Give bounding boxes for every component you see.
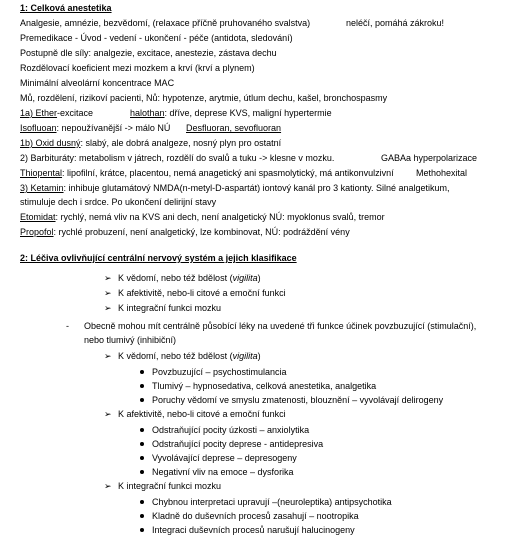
term-etomidat: Etomidat — [20, 212, 56, 222]
line-propofol — [20, 226, 350, 238]
line-postupne: Postupně dle síly: analgezie, excitace, anestezie, zástava dechu — [20, 48, 277, 58]
line-stimuluje: stimuluje dech i srdce. Po ukončení delirijní stavy — [20, 197, 217, 207]
text-ketamin: : inhibuje glutamátový NMDA(n-metyl-D-aspartát) iontový kanál pro 3 kationty. Silné analgetikum, — [63, 183, 450, 193]
line-ether — [20, 107, 93, 119]
text-vedomi-2: K vědomí, nebo též bdělost ( — [118, 351, 233, 361]
line-gabaa: GABAa hyperpolarizace — [381, 153, 478, 163]
sub-item-povzbuzujici: Povzbuzující – psychostimulancia — [152, 367, 287, 377]
line-rozdelovaci: Rozdělovací koeficient mezi mozkem a krví (krví a plynem) — [20, 63, 255, 73]
line-mac: Minimální alveolární koncentrace MAC — [20, 78, 175, 88]
term-methohexital: Methohexital — [416, 168, 468, 178]
sub-item-depresogeny: Vyvolávající deprese – depresogeny — [152, 453, 297, 463]
text-vigilita: vigilita — [232, 273, 258, 283]
text-etomidat: : rychlý, nemá vliv na KVS ani dech, není analgetický NÚ: myoklonus svalů, tremor — [55, 212, 385, 222]
dot-bullet-icon — [140, 384, 144, 388]
dot-bullet-icon — [140, 398, 144, 402]
dot-bullet-icon — [140, 514, 144, 518]
line-neleci: neléčí, pomáhá zákroku! — [346, 18, 445, 28]
text-oxid-dusny: : slabý, ale dobrá analgeze, nosný plyn pro ostatní — [80, 138, 282, 148]
section-2-title: 2: Léčiva ovlivňující centrální nervový systém a jejich klasifikace — [20, 253, 297, 263]
list-item-afektivita: K afektivitě, nebo-li citové a emoční funkci — [118, 288, 286, 298]
text-vigilita-2: vigilita — [232, 351, 258, 361]
term-oxid-dusny: 1b) Oxid dusný — [20, 138, 81, 148]
text-halothan: : dříve, deprese KVS, maligní hypertermie — [164, 108, 332, 118]
line-analgesie: Analgesie, amnézie, bezvědomí, (relaxace příčně pruhovaného svalstva) — [20, 18, 311, 28]
arrow-bullet-icon: ➢ — [104, 288, 112, 298]
sub-item-dysforika: Negativní vliv na emoce – dysforika — [152, 467, 294, 477]
dot-bullet-icon — [140, 370, 144, 374]
line-thiopental — [20, 167, 394, 179]
line-barbituraty: 2) Barbituráty: metabolism v játrech, rozdělí do svalů a tuku -> klesne v mozku. — [20, 153, 335, 163]
sub-item-nootropika: Kladně do duševních procesů zasahují – nootropika — [152, 511, 359, 521]
line-ketamin — [20, 182, 450, 194]
term-thiopental: Thiopental — [20, 168, 63, 178]
sub-item-antipsychotika: Chybnou interpretaci upravují –(neuroleptika) antipsychotika — [152, 497, 392, 507]
sub-item-deprese: Odstraňující pocity deprese - antidepresiva — [152, 439, 324, 449]
term-desfluoran: Desfluoran, sevofluoran — [186, 123, 282, 133]
arrow-bullet-icon: ➢ — [104, 409, 112, 419]
text-thiopental: : lipofilní, krátce, placentou, nemá anagetický ani spasmolytický, má antikonvulzivní — [62, 168, 394, 178]
text-excitace: -excitace — [57, 108, 94, 118]
term-ketamin: 3) Ketamin — [20, 183, 64, 193]
list-item-vedomi — [118, 272, 261, 284]
dot-bullet-icon — [140, 528, 144, 532]
text-vedomi: K vědomí, nebo též bdělost ( — [118, 273, 233, 283]
arrow-bullet-icon: ➢ — [104, 351, 112, 361]
text-isofluoan: : nepoužívanější -> málo NÚ — [56, 123, 171, 133]
dot-bullet-icon — [140, 442, 144, 446]
dash-bullet: - — [66, 321, 69, 331]
sub-item-poruchy: Poruchy vědomí ve smyslu zmatenosti, blouznění – vyvolávají delirogeny — [152, 395, 444, 405]
text-paren: ) — [257, 273, 261, 283]
text-paren-2: ) — [257, 351, 261, 361]
sub-item-uzkost: Odstraňující pocity úzkosti – anxiolytika — [152, 425, 310, 435]
sub-item-halucinogeny: Integraci duševních procesů narušují halucinogeny — [152, 525, 355, 535]
paragraph-obecne: Obecně mohou mít centrálně působící léky na uvedené tři funkce účinek povzbuzující (stimulační), — [84, 321, 477, 331]
section-1-title: 1: Celková anestetika — [20, 3, 112, 13]
dot-bullet-icon — [140, 456, 144, 460]
dot-bullet-icon — [140, 428, 144, 432]
arrow-bullet-icon: ➢ — [104, 481, 112, 491]
list-item-afektivita-2: K afektivitě, nebo-li citové a emoční funkci — [118, 409, 286, 419]
term-halothan: halothan — [130, 108, 165, 118]
term-propofol: Propofol — [20, 227, 54, 237]
text-propofol: : rychlé probuzení, není analgetický, lze kombinovat, NÚ: podráždění vény — [53, 227, 350, 237]
list-item-integrace: K integrační funkci mozku — [118, 303, 222, 313]
arrow-bullet-icon: ➢ — [104, 303, 112, 313]
line-etomidat — [20, 211, 385, 223]
dot-bullet-icon — [140, 470, 144, 474]
sub-item-tlumivy: Tlumivý – hypnosedativa, celková anestetika, analgetika — [152, 381, 377, 391]
list-item-vedomi-2 — [118, 350, 261, 362]
paragraph-obecne-cont: nebo tlumivý (inhibiční) — [84, 335, 177, 345]
line-halothan — [130, 107, 332, 119]
line-isofluoan — [20, 122, 170, 134]
line-mu: Mů, rozdělení, rizikoví pacienti, Nů: hypotenze, arytmie, útlum dechu, kašel, bronchospasmy — [20, 93, 388, 103]
line-premedikace: Premedikace - Úvod - vedení - ukončení - péče (antidota, sledování) — [20, 33, 293, 43]
line-oxid-dusny — [20, 137, 281, 149]
arrow-bullet-icon: ➢ — [104, 273, 112, 283]
list-item-integrace-2: K integrační funkci mozku — [118, 481, 222, 491]
term-ether: 1a) Ether — [20, 108, 58, 118]
term-isofluoan: Isofluoan — [20, 123, 57, 133]
dot-bullet-icon — [140, 500, 144, 504]
